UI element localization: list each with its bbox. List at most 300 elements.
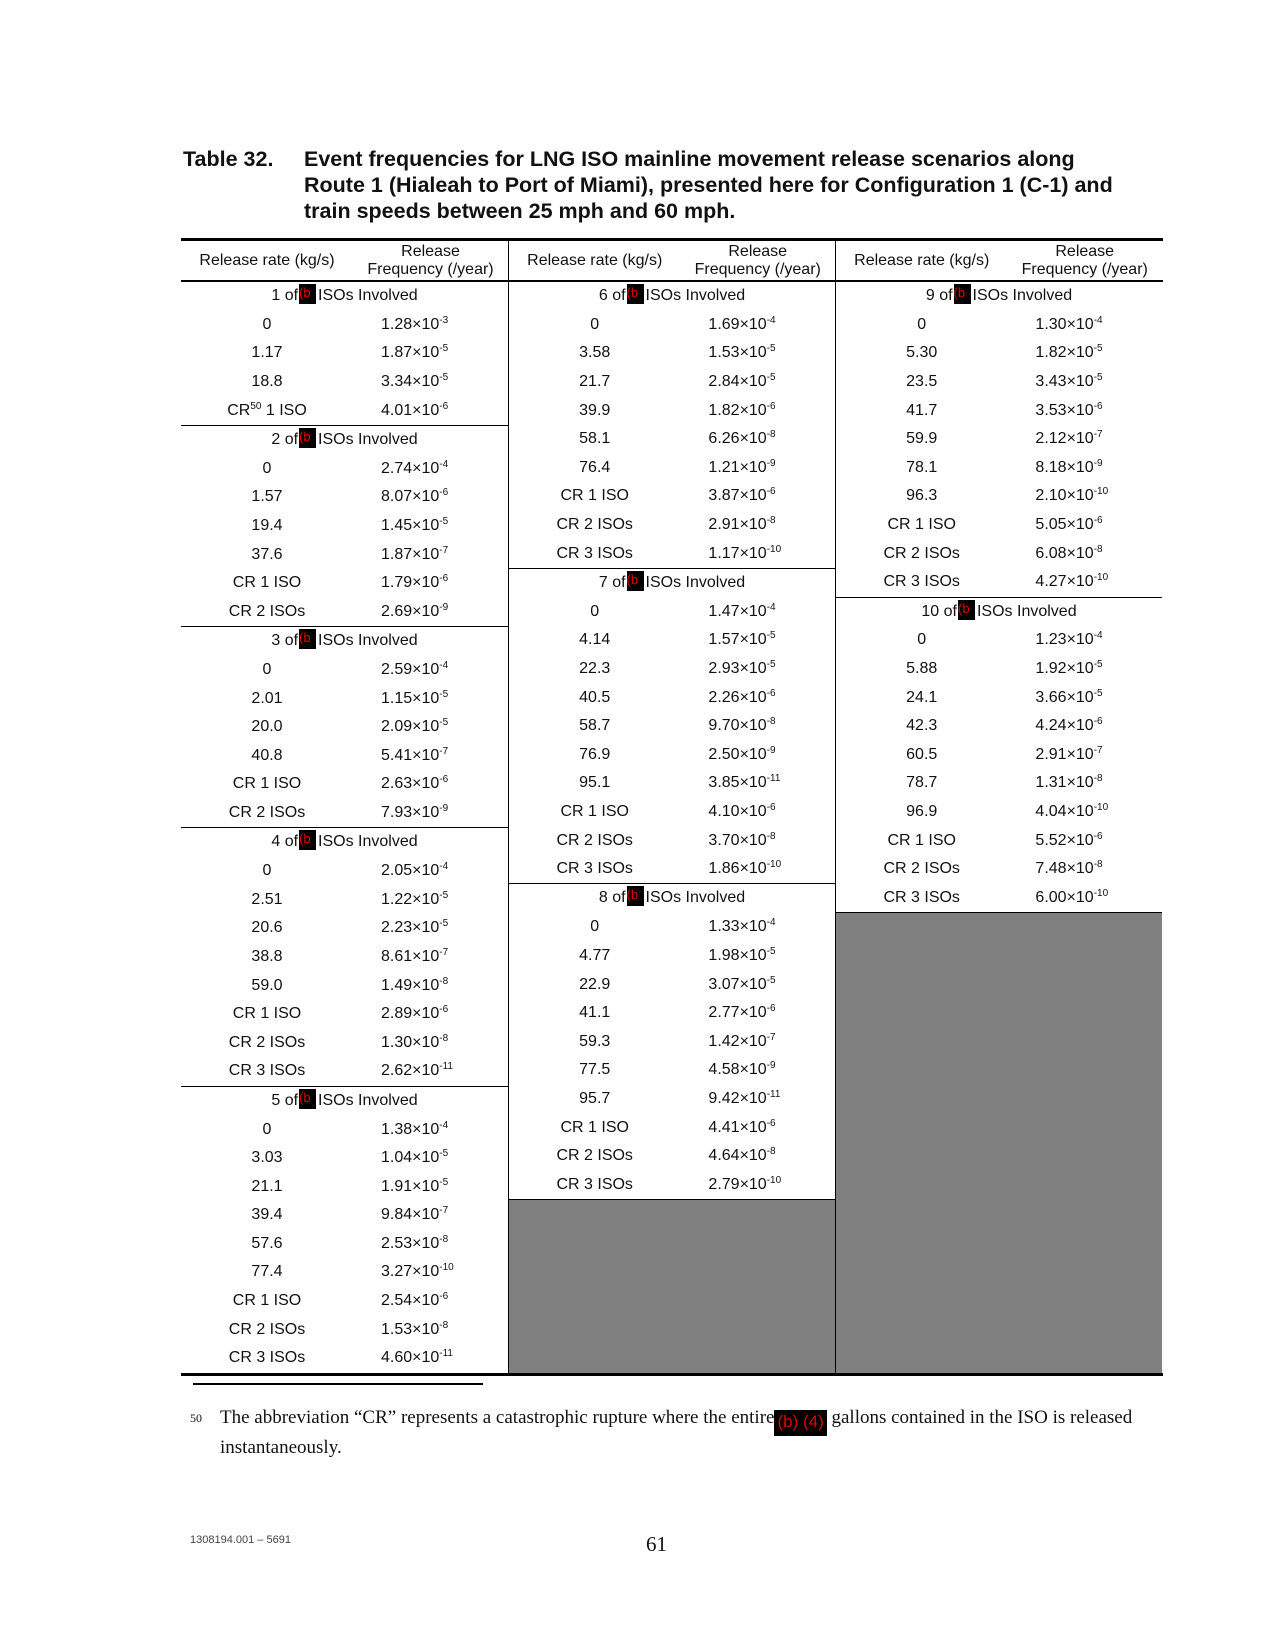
- table-column: [835, 282, 1162, 1373]
- release-rate-value: 0: [590, 602, 600, 620]
- table-row: [181, 770, 508, 799]
- release-rate-cell: [181, 804, 353, 822]
- frequency-exponent: -4: [439, 861, 449, 873]
- release-rate-value: 0: [590, 315, 600, 333]
- release-rate-value: 22.3: [579, 660, 611, 678]
- release-rate-cell: [509, 516, 680, 534]
- frequency-mantissa: 1.69×10: [708, 315, 767, 333]
- redaction-box: (b: [299, 284, 316, 304]
- release-rate-cell: [836, 860, 1007, 878]
- frequency-mantissa: 2.26×10: [708, 688, 767, 706]
- frequency-mantissa: 2.50×10: [708, 745, 767, 763]
- frequency-mantissa: 2.05×10: [381, 862, 440, 880]
- release-rate-value: 40.8: [251, 746, 283, 764]
- frequency-mantissa: 9.84×10: [381, 1206, 440, 1224]
- release-frequency-cell: [353, 1005, 508, 1023]
- iso-count: 8: [598, 889, 608, 907]
- table-row: [509, 1113, 835, 1142]
- frequency-mantissa: 1.87×10: [381, 545, 440, 563]
- table-row: [509, 826, 835, 855]
- table-row: [836, 482, 1162, 511]
- release-frequency-cell: [680, 774, 835, 792]
- iso-of-label: of: [607, 573, 626, 591]
- release-rate-value: 5.88: [906, 660, 938, 678]
- release-frequency-cell: [353, 373, 508, 391]
- release-rate-value: 95.1: [579, 774, 611, 792]
- frequency-mantissa: 2.12×10: [1035, 430, 1094, 448]
- frequency-mantissa: 1.30×10: [1035, 315, 1094, 333]
- release-rate-value: 42.3: [906, 717, 938, 735]
- release-rate-cell: [509, 459, 680, 477]
- frequency-exponent: -6: [766, 486, 776, 498]
- table-row: [509, 769, 835, 798]
- frequency-exponent: -6: [439, 400, 449, 412]
- redaction-box: (b: [299, 629, 316, 649]
- release-rate-cell: [181, 1321, 353, 1339]
- release-rate-cell: [509, 1090, 680, 1108]
- release-rate-cell: [836, 402, 1007, 420]
- release-rate-cell: [181, 919, 353, 937]
- iso-group: [836, 282, 1162, 598]
- release-rate-cell: [836, 487, 1007, 505]
- table-row: [836, 311, 1162, 340]
- release-rate-cell: [509, 1061, 680, 1079]
- frequency-mantissa: 2.77×10: [708, 1004, 767, 1022]
- table-row: [509, 999, 835, 1028]
- redaction-box: (b: [954, 284, 971, 304]
- iso-involved-label: ISOs Involved: [976, 602, 1077, 620]
- frequency-exponent: -5: [1093, 372, 1103, 384]
- iso-of-label: of: [280, 833, 299, 851]
- release-rate-cell: [181, 373, 353, 391]
- redaction-box: (b: [299, 1089, 316, 1109]
- frequency-exponent: -8: [1093, 543, 1103, 555]
- release-rate-cell: [181, 546, 353, 564]
- release-rate-value: CR 3 ISOs: [556, 544, 633, 562]
- table-row: [181, 483, 508, 512]
- frequency-exponent: -4: [766, 917, 776, 929]
- table-row: [181, 971, 508, 1000]
- release-frequency-cell: [1007, 889, 1162, 907]
- header-release-rate: Release rate (kg/s): [854, 251, 990, 269]
- frequency-exponent: -7: [439, 544, 449, 556]
- release-rate-cell: [509, 860, 680, 878]
- release-frequency-cell: [353, 690, 508, 708]
- frequency-exponent: -5: [439, 688, 449, 700]
- redaction-box: (b: [627, 886, 644, 906]
- table-row: [181, 396, 508, 425]
- frequency-exponent: -7: [439, 745, 449, 757]
- release-frequency-cell: [353, 1235, 508, 1253]
- frequency-exponent: -5: [439, 516, 449, 528]
- table-row: [836, 626, 1162, 655]
- release-frequency-cell: [353, 517, 508, 535]
- frequency-mantissa: 1.28×10: [381, 315, 440, 333]
- table-row: [181, 1172, 508, 1201]
- release-frequency-cell: [353, 603, 508, 621]
- frequency-mantissa: 6.08×10: [1035, 544, 1094, 562]
- release-rate-value: CR 2 ISOs: [556, 516, 633, 534]
- iso-involved-label: ISOs Involved: [318, 1091, 418, 1109]
- frequency-mantissa: 2.79×10: [708, 1175, 767, 1193]
- release-frequency-cell: [680, 803, 835, 821]
- redaction-box: (b: [627, 284, 644, 304]
- release-rate-cell: [181, 1149, 353, 1167]
- release-frequency-cell: [1007, 516, 1162, 534]
- release-rate-value: CR 2 ISOs: [228, 803, 306, 821]
- frequency-exponent: -10: [766, 543, 782, 555]
- frequency-exponent: -9: [766, 744, 776, 756]
- table-column: [181, 282, 508, 1373]
- redaction-box: (b: [299, 830, 316, 850]
- footnote-text-before: The abbreviation “CR” represents a catastrophic rupture where the entire: [220, 1407, 775, 1428]
- release-rate-value: 39.9: [579, 401, 611, 419]
- frequency-exponent: -5: [1093, 687, 1103, 699]
- iso-group-title: [181, 282, 508, 311]
- table-row: [181, 569, 508, 598]
- table-row: [836, 855, 1162, 884]
- frequency-exponent: -8: [439, 1032, 449, 1044]
- frequency-mantissa: 1.21×10: [708, 458, 767, 476]
- frequency-exponent: -8: [439, 1233, 449, 1245]
- frequency-exponent: -4: [1093, 630, 1103, 642]
- table-row: [836, 655, 1162, 684]
- release-rate-cell: [509, 402, 680, 420]
- release-frequency-cell: [1007, 860, 1162, 878]
- release-frequency-cell: [680, 316, 835, 334]
- release-frequency-cell: [680, 545, 835, 563]
- release-rate-cell: [836, 717, 1007, 735]
- table-row: [181, 1115, 508, 1144]
- table-row: [181, 914, 508, 943]
- frequency-mantissa: 1.23×10: [1035, 631, 1094, 649]
- frequency-mantissa: 1.98×10: [708, 946, 767, 964]
- table-row: [509, 626, 835, 655]
- frequency-mantissa: 6.26×10: [708, 430, 767, 448]
- release-rate-value: 77.4: [251, 1263, 283, 1281]
- frequency-mantissa: 3.85×10: [708, 774, 767, 792]
- release-frequency-cell: [680, 516, 835, 534]
- release-rate-value: 3.03: [251, 1149, 283, 1167]
- frequency-mantissa: 2.93×10: [708, 660, 767, 678]
- frequency-mantissa: 1.53×10: [381, 1320, 440, 1338]
- release-rate-value: CR 3 ISOs: [228, 1062, 306, 1080]
- release-rate-value: 0: [917, 631, 927, 649]
- table-row: [509, 454, 835, 483]
- frequency-mantissa: 3.43×10: [1035, 373, 1094, 391]
- frequency-exponent: -10: [1093, 486, 1109, 498]
- release-frequency-cell: [1007, 660, 1162, 678]
- release-rate-value: 20.0: [251, 718, 283, 736]
- release-frequency-cell: [353, 862, 508, 880]
- release-rate-value: CR 3 ISOs: [228, 1349, 306, 1367]
- release-rate-value: CR 2 ISOs: [228, 1033, 306, 1051]
- release-frequency-cell: [1007, 545, 1162, 563]
- release-rate-cell: [509, 373, 680, 391]
- release-rate-cell: [509, 1004, 680, 1022]
- table-row: [836, 683, 1162, 712]
- table-row: [509, 511, 835, 540]
- table-row: [836, 339, 1162, 368]
- iso-group: [181, 627, 508, 828]
- frequency-exponent: -8: [1093, 773, 1103, 785]
- frequency-exponent: -5: [766, 372, 776, 384]
- release-frequency-cell: [1007, 344, 1162, 362]
- frequency-exponent: -7: [439, 946, 449, 958]
- frequency-mantissa: 1.47×10: [708, 602, 767, 620]
- release-rate-cell: [509, 1147, 680, 1165]
- table-row: [836, 454, 1162, 483]
- release-rate-value: 38.8: [251, 947, 283, 965]
- frequency-exponent: -5: [766, 343, 776, 355]
- release-frequency-cell: [680, 1004, 835, 1022]
- table-row: [836, 798, 1162, 827]
- release-frequency-cell: [353, 460, 508, 478]
- iso-of-label: of: [280, 430, 299, 448]
- release-frequency-cell: [353, 775, 508, 793]
- table-row: [181, 857, 508, 886]
- frequency-mantissa: 1.45×10: [381, 517, 440, 535]
- iso-group-title: [181, 1087, 508, 1116]
- table-row: [509, 368, 835, 397]
- table-row: [509, 798, 835, 827]
- table-row: [836, 741, 1162, 770]
- table-row: [509, 311, 835, 340]
- release-rate-cell: [836, 832, 1007, 850]
- release-frequency-cell: [680, 832, 835, 850]
- frequency-mantissa: 2.84×10: [708, 373, 767, 391]
- footnote-redaction: (b) (4): [774, 1410, 826, 1436]
- frequency-mantissa: 3.53×10: [1035, 401, 1094, 419]
- footnote-ref: 50: [250, 400, 262, 412]
- iso-involved-label: ISOs Involved: [645, 287, 746, 304]
- release-frequency-cell: [353, 977, 508, 995]
- frequency-mantissa: 4.04×10: [1035, 802, 1094, 820]
- iso-involved-label: ISOs Involved: [645, 573, 746, 591]
- release-rate-value: CR 1 ISO: [232, 1005, 302, 1023]
- table-row: [509, 1170, 835, 1199]
- frequency-exponent: -7: [439, 1205, 449, 1217]
- release-frequency-cell: [1007, 803, 1162, 821]
- footnote-number: 50: [190, 1411, 202, 1425]
- release-rate-cell: [509, 660, 680, 678]
- release-frequency-cell: [353, 1034, 508, 1052]
- table-row: [509, 396, 835, 425]
- frequency-exponent: -4: [1093, 314, 1103, 326]
- frequency-exponent: -7: [766, 1031, 776, 1043]
- table-row: [509, 913, 835, 942]
- frequency-exponent: -6: [1093, 515, 1103, 527]
- release-rate-tail: 1 ISO: [261, 401, 307, 419]
- release-frequency-cell: [680, 660, 835, 678]
- frequency-mantissa: 4.41×10: [708, 1118, 767, 1136]
- table-row: [181, 1258, 508, 1287]
- table-row: [181, 943, 508, 972]
- iso-group: [509, 282, 835, 569]
- release-frequency-cell: [680, 1176, 835, 1194]
- iso-count: 7: [598, 573, 608, 591]
- frequency-exponent: -11: [766, 1088, 781, 1100]
- frequency-exponent: -6: [439, 487, 449, 499]
- frequency-exponent: -6: [439, 1004, 449, 1016]
- release-rate-value: CR 1 ISO: [232, 1292, 302, 1310]
- page-number: 61: [646, 1532, 667, 1556]
- release-frequency-cell: [353, 1263, 508, 1281]
- release-frequency-cell: [680, 717, 835, 735]
- release-rate-value: 22.9: [579, 975, 611, 993]
- release-rate-value: CR 1 ISO: [560, 487, 629, 505]
- iso-group: [181, 828, 508, 1086]
- frequency-exponent: -5: [439, 1176, 449, 1188]
- release-rate-cell: [509, 1176, 680, 1194]
- release-rate-cell: [181, 344, 353, 362]
- frequency-exponent: -5: [439, 343, 449, 355]
- release-rate-cell: [181, 1235, 353, 1253]
- frequency-exponent: -8: [766, 830, 776, 842]
- release-rate-cell: [181, 690, 353, 708]
- release-frequency-cell: [353, 574, 508, 592]
- header-release-frequency: Release Frequency (/year): [367, 242, 494, 278]
- iso-of-label: of: [939, 602, 957, 620]
- release-rate-cell: [181, 661, 353, 679]
- frequency-mantissa: 1.86×10: [708, 860, 767, 878]
- table-row: [181, 1315, 508, 1344]
- table-row: [181, 1028, 508, 1057]
- iso-group-title: [509, 569, 835, 598]
- frequency-mantissa: 1.15×10: [381, 689, 440, 707]
- release-rate-cell: [509, 316, 680, 334]
- table-row: [836, 826, 1162, 855]
- frequency-mantissa: 1.42×10: [708, 1032, 767, 1050]
- release-rate-value: 0: [262, 315, 272, 333]
- frequency-exponent: -5: [766, 945, 776, 957]
- release-rate-value: 78.7: [906, 774, 938, 792]
- table-row: [181, 1287, 508, 1316]
- frequency-exponent: -6: [439, 774, 449, 786]
- release-rate-cell: [836, 573, 1007, 591]
- release-rate-cell: [181, 316, 353, 334]
- frequency-mantissa: 1.92×10: [1035, 660, 1094, 678]
- release-rate-value: 59.9: [906, 430, 938, 448]
- frequency-mantissa: 5.05×10: [1035, 516, 1094, 534]
- frequency-mantissa: 2.53×10: [381, 1234, 440, 1252]
- frequency-exponent: -9: [439, 802, 449, 814]
- iso-involved-label: ISOs Involved: [972, 287, 1073, 304]
- frequency-exponent: -4: [439, 458, 449, 470]
- release-rate-value: 41.7: [906, 401, 938, 419]
- release-frequency-cell: [1007, 573, 1162, 591]
- release-frequency-cell: [353, 1149, 508, 1167]
- frequency-exponent: -6: [766, 400, 776, 412]
- table-row: [509, 712, 835, 741]
- release-rate-cell: [181, 1062, 353, 1080]
- release-rate-cell: [181, 1121, 353, 1139]
- iso-of-label: of: [280, 1091, 299, 1109]
- table-row: [509, 655, 835, 684]
- table-header: [181, 241, 1163, 282]
- frequency-exponent: -5: [439, 372, 449, 384]
- frequency-mantissa: 1.82×10: [1035, 344, 1094, 362]
- iso-group-title: [181, 627, 508, 656]
- frequency-exponent: -8: [766, 716, 776, 728]
- document-number: 1308194.001 – 5691: [190, 1534, 291, 1546]
- release-frequency-cell: [353, 661, 508, 679]
- release-rate-cell: [181, 1034, 353, 1052]
- table-row: [836, 396, 1162, 425]
- frequency-mantissa: 1.17×10: [708, 544, 767, 562]
- release-frequency-cell: [353, 891, 508, 909]
- release-rate-value: CR 1 ISO: [887, 831, 956, 849]
- release-rate-value: CR 1 ISO: [232, 574, 302, 592]
- header-release-rate: Release rate (kg/s): [199, 251, 335, 269]
- release-frequency-cell: [680, 1033, 835, 1051]
- frequency-mantissa: 5.41×10: [381, 746, 440, 764]
- release-rate-value: CR 2 ISOs: [228, 602, 306, 620]
- frequency-exponent: -8: [766, 1146, 776, 1158]
- redaction-box: (b: [627, 571, 644, 591]
- frequency-mantissa: 2.89×10: [381, 1005, 440, 1023]
- iso-involved-label: ISOs Involved: [318, 287, 418, 304]
- frequency-mantissa: 2.54×10: [381, 1292, 440, 1310]
- frequency-exponent: -8: [766, 429, 776, 441]
- frequency-mantissa: 3.87×10: [708, 487, 767, 505]
- frequency-mantissa: 2.62×10: [381, 1062, 440, 1080]
- release-rate-cell: [181, 1292, 353, 1310]
- release-rate-cell: [181, 1349, 353, 1367]
- release-rate-cell: [181, 574, 353, 592]
- frequency-exponent: -6: [766, 801, 776, 813]
- release-frequency-cell: [353, 488, 508, 506]
- header-group: [181, 241, 508, 280]
- frequency-exponent: -6: [1093, 716, 1103, 728]
- frequency-exponent: -6: [439, 1291, 449, 1303]
- release-frequency-cell: [680, 344, 835, 362]
- release-frequency-cell: [1007, 459, 1162, 477]
- redaction-box: (b: [299, 428, 316, 448]
- table-row: [181, 1344, 508, 1373]
- release-frequency-cell: [680, 1061, 835, 1079]
- release-rate-value: CR 2 ISOs: [556, 1147, 633, 1165]
- header-release-frequency: Release Frequency (/year): [694, 242, 821, 278]
- iso-involved-label: ISOs Involved: [318, 833, 418, 851]
- table-row: [181, 1144, 508, 1173]
- release-rate-cell: [836, 689, 1007, 707]
- release-rate-value: 0: [262, 1120, 272, 1138]
- release-rate-cell: [509, 947, 680, 965]
- release-rate-cell: [181, 1206, 353, 1224]
- frequency-mantissa: 1.91×10: [381, 1177, 440, 1195]
- iso-of-label: of: [280, 287, 299, 304]
- release-rate-cell: [509, 1119, 680, 1137]
- release-frequency-cell: [353, 919, 508, 937]
- release-rate-value: CR 2 ISOs: [556, 831, 633, 849]
- release-frequency-cell: [353, 804, 508, 822]
- release-frequency-cell: [680, 631, 835, 649]
- iso-count: 2: [271, 430, 281, 448]
- release-rate-cell: [509, 689, 680, 707]
- frequency-mantissa: 7.93×10: [381, 803, 440, 821]
- release-rate-cell: [836, 774, 1007, 792]
- table-row: [836, 769, 1162, 798]
- release-frequency-cell: [680, 1119, 835, 1137]
- release-frequency-cell: [1007, 746, 1162, 764]
- release-frequency-cell: [353, 1292, 508, 1310]
- table-caption-text: Event frequencies for LNG ISO mainline movement release scenarios along Route 1 (Hialeah to Port of Miami), presented here for Configuration 1 (C-1) and train speeds between 25 mph and 60 mph.: [304, 147, 1113, 223]
- table-row: [509, 1056, 835, 1085]
- frequency-mantissa: 2.69×10: [381, 602, 440, 620]
- frequency-exponent: -5: [439, 1148, 449, 1160]
- release-rate-cell: [836, 545, 1007, 563]
